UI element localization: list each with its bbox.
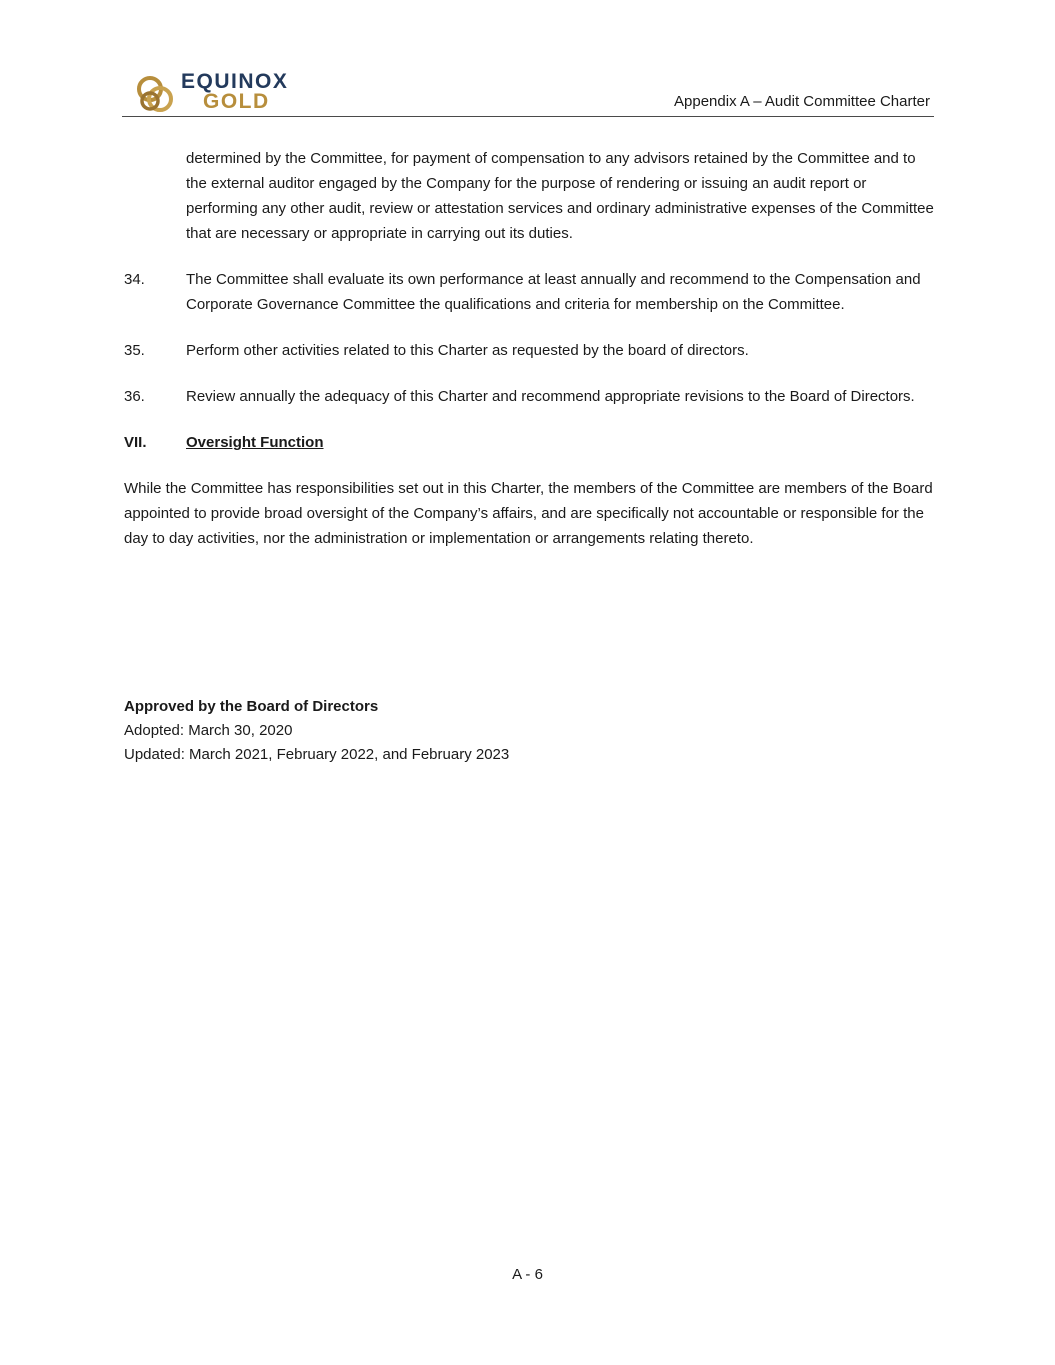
company-logo xyxy=(134,71,314,115)
oversight-paragraph: While the Committee has responsibilities set out in this Charter, the members of the Committee are members of the Board appointed to provide broad oversight of the Company’s affairs, and are specifically not accountable or responsible for the day to day activities, nor the administration or implementation or arrangements relating thereto. xyxy=(124,480,933,547)
adopted-date: Adopted: March 30, 2020 xyxy=(124,722,293,739)
numbered-item-35 xyxy=(124,338,934,363)
continuation-paragraph: determined by the Committee, for payment of compensation to any advisors retained by the Committee and to the external auditor engaged by the Company for the purpose of rendering or issuing an audit report or performing any other audit, review or attestation services and ordinary administrative expenses of the Committee that are necessary or appropriate in carrying out its duties. xyxy=(186,150,934,242)
page-number: A - 6 xyxy=(512,1266,543,1283)
item-text: Review annually the adequacy of this Charter and recommend appropriate revisions to the Board of Directors. xyxy=(186,388,915,405)
item-number: 34. xyxy=(124,271,145,288)
numbered-item-36 xyxy=(124,384,934,409)
item-number: 36. xyxy=(124,388,145,405)
updated-dates: Updated: March 2021, February 2022, and February 2023 xyxy=(124,746,510,763)
item-text: The Committee shall evaluate its own performance at least annually and recommend to the Compensation and Corporate Governance Committee the qualifications and criteria for membership on the Committee. xyxy=(186,271,921,313)
section-title: Oversight Function xyxy=(186,434,324,451)
rings-logo-icon xyxy=(134,73,176,115)
section-heading xyxy=(124,430,934,455)
page-header xyxy=(122,66,934,117)
document-title: Appendix A – Audit Committee Charter xyxy=(674,93,930,110)
item-number: 35. xyxy=(124,342,145,359)
item-text: Perform other activities related to this Charter as requested by the board of directors. xyxy=(186,342,749,359)
document-body xyxy=(124,146,934,551)
section-number: VII. xyxy=(124,434,147,451)
logo-text-equinox: EQUINOX xyxy=(181,70,289,93)
logo-text-gold: GOLD xyxy=(203,90,270,113)
numbered-item-34 xyxy=(124,267,934,317)
approval-block xyxy=(124,695,509,767)
approval-heading: Approved by the Board of Directors xyxy=(124,698,379,715)
